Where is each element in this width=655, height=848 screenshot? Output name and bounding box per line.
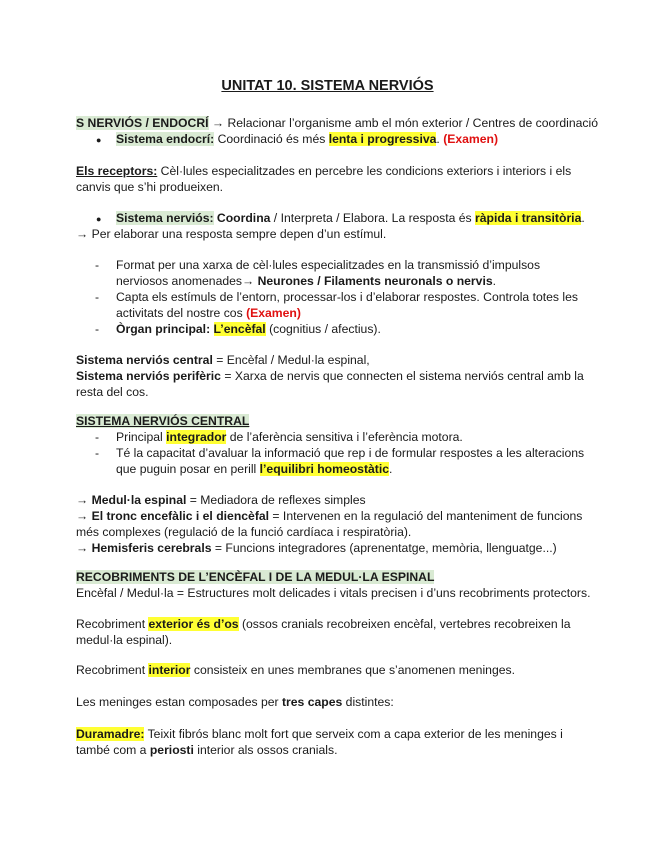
format-line-2: nerviosos anomenades→ Neurones / Filaments neuronals o nervis. bbox=[116, 274, 496, 288]
section-heading: S NERVIÓS / ENDOCRÍ bbox=[76, 116, 209, 130]
dash-marker: - bbox=[95, 290, 100, 304]
section-heading: RECOBRIMENTS DE L’ENCÈFAL I DE LA MEDUL·LA ESPINAL bbox=[76, 570, 435, 584]
exam-tag: (Examen) bbox=[246, 306, 301, 320]
periferic-definition-2: resta del cos. bbox=[76, 385, 149, 399]
organ-principal-line: Òrgan principal: L’encèfal (cognitius / afectius). bbox=[116, 322, 381, 336]
page-title: UNITAT 10. SISTEMA NERVIÓS bbox=[221, 78, 434, 94]
periferic-definition: Sistema nerviós perifèric = Xarxa de nervis que connecten el sistema nerviós central amb la bbox=[76, 369, 584, 383]
receptors-line-2: canvis que s’hi produeixen. bbox=[76, 180, 224, 194]
integrador-line: Principal integrador de l’aferència sensitiva i l’eferència motora. bbox=[116, 430, 463, 444]
tronc-line: → El tronc encefàlic i el diencèfal = Intervenen en la regulació del manteniment de funcions bbox=[76, 509, 583, 523]
duramadre-line: Duramadre: Teixit fibrós blanc molt fort que serveix com a capa exterior de les meninges i bbox=[76, 727, 563, 741]
estimul-line: → Per elaborar una resposta sempre depen d’un estímul. bbox=[76, 227, 387, 241]
bullet-icon: ● bbox=[96, 135, 102, 145]
dash-marker: - bbox=[95, 446, 100, 460]
section-heading: SISTEMA NERVIÓS CENTRAL bbox=[76, 414, 250, 428]
duramadre-line-2: també com a periosti interior als ossos cranials. bbox=[76, 743, 338, 757]
dash-marker: - bbox=[95, 430, 100, 444]
exam-tag: (Examen) bbox=[443, 132, 499, 146]
nervios-bullet: Sistema nerviós: Coordina / Interpreta / Elabora. La resposta és ràpida i transitòria. bbox=[116, 211, 585, 225]
recobriments-intro: Encèfal / Medul·la = Estructures molt delicades i vitals precisen i d’uns recobriments protectors. bbox=[76, 586, 591, 600]
capta-line-2: activitats del nostre cos (Examen) bbox=[116, 306, 301, 320]
tronc-line-2: més complexes (regulació de la funció cardíaca i respiratòria). bbox=[76, 525, 412, 539]
central-definition: Sistema nerviós central = Encèfal / Medul·la espinal, bbox=[76, 353, 370, 367]
capta-line: Capta els estímuls de l’entorn, processar-los i d’elaborar respostes. Controla totes les bbox=[116, 290, 578, 304]
receptors-line: Els receptors: Cèl·lules especialitzades en percebre les condicions exteriors i interiors i els bbox=[76, 164, 572, 178]
capacitat-line: Té la capacitat d’avaluar la informació que rep i de formular respostes a les alteracions bbox=[116, 446, 585, 460]
nervios-endocri-line: S NERVIÓS / ENDOCRÍ → Relacionar l’organisme amb el món exterior / Centres de coordinació bbox=[76, 116, 599, 130]
recobriment-exterior-2: medul·la espinal). bbox=[76, 633, 173, 647]
capacitat-line-2: que puguin posar en perill l’equilibri homeostàtic. bbox=[116, 462, 393, 476]
meninges-line: Les meninges estan composades per tres capes distintes: bbox=[76, 695, 394, 709]
dash-marker: - bbox=[95, 322, 100, 336]
endocri-bullet: Sistema endocrí: Coordinació és més lenta i progressiva. (Examen) bbox=[116, 132, 499, 146]
hemisferis-line: → Hemisferis cerebrals = Funcions integradores (aprenentatge, memòria, llenguatge...) bbox=[76, 541, 557, 555]
format-line: Format per una xarxa de cèl·lules especialitzades en la transmissió d’impulsos bbox=[116, 258, 541, 272]
recobriment-exterior: Recobriment exterior és d’os (ossos cranials recobreixen encèfal, vertebres recobreixen la bbox=[76, 617, 571, 631]
recobriment-interior: Recobriment interior consisteix en unes membranes que s’anomenen meninges. bbox=[76, 663, 515, 677]
bullet-icon: ● bbox=[96, 214, 102, 224]
medulla-line: → Medul·la espinal = Mediadora de reflexes simples bbox=[76, 493, 366, 507]
dash-marker: - bbox=[95, 258, 100, 272]
